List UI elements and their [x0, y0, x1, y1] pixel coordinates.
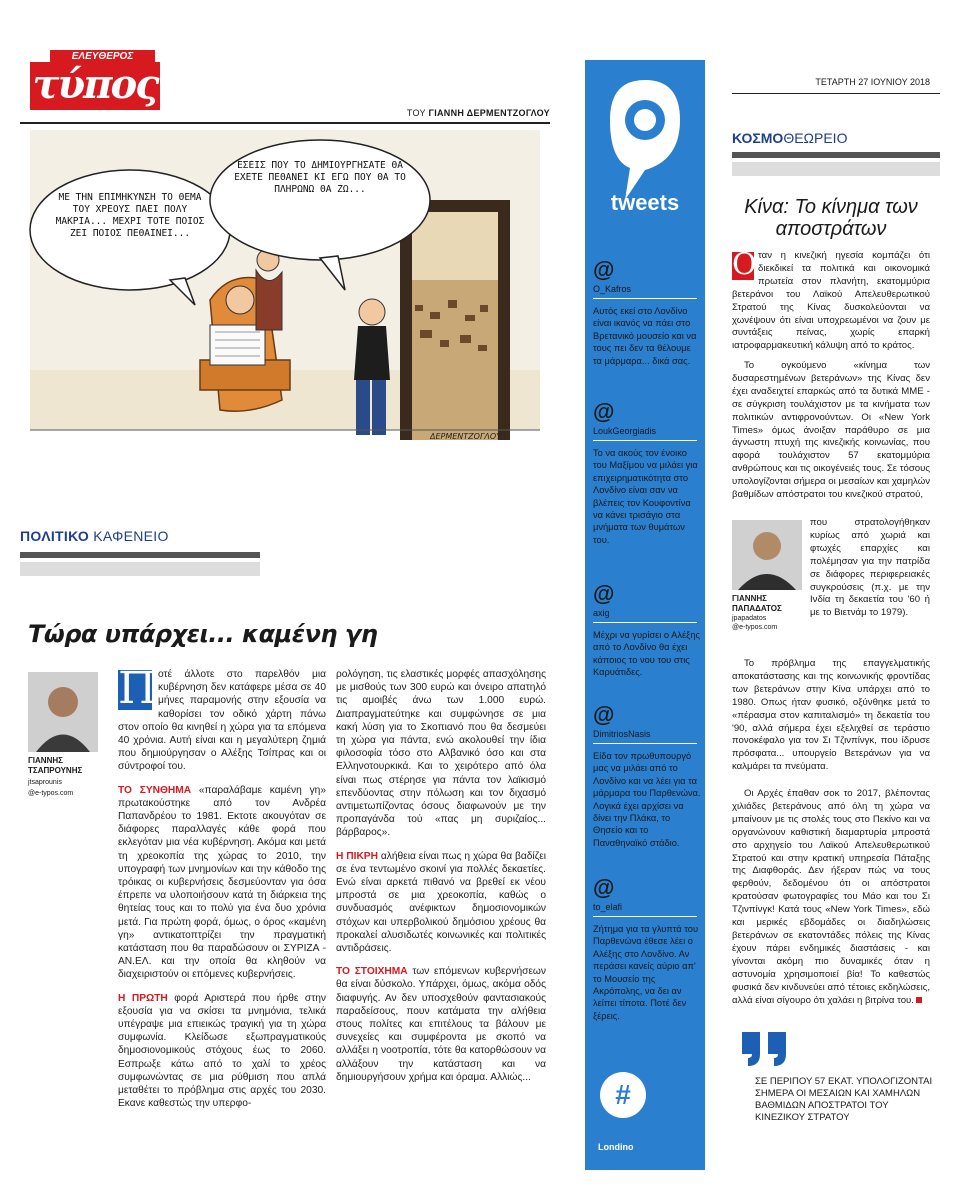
kosmo-paragraph-5-text: Οι Αρχές έπαθαν σοκ το 2017, βλέποντας χιλιάδες βετεράνους από όλη τη χώρα να μπαίνουν με τις στολές τους στο Πεκίνο και να οργανώνουν καθιστική διαμαρτυρία μπροστά στο αρχηγείο του Λαϊκού Απελευθερωτικού Στρατού και στην κρατική υπηρεσία Πάταξης της Διαφθοράς. Δεν ήξεραν πώς να τους φερθούν, δεδομένου ότι οι απόστρατοι κρατούσαν φωτογραφίες του Μάο και του Σι Τζινπίνγκ! Κατά τους «New York Times», εδώ και μερικές εβδομάδες οι διαδηλώσεις βετεράνων σε εκατοντάδες πόλεις της Κίνας έχουν πάρει ενδημικές διαστάσεις - και γίνονται ακόμη πιο δυναμικές όταν η αστυνομία χρησιμοποιεί βία! Το καθεστώς φυσικά δεν κινδυνεύει από τέτοιες εκδηλώσεις, αλλά είναι σίγουρο ότι χαλάει η βιτρίνα του.: [732, 788, 930, 1006]
lead-6: ΤΟ ΣΤΟΙΧΗΜΑ: [336, 966, 408, 978]
author-box-left: [28, 672, 98, 798]
kosmo-dropcap: Ο: [732, 247, 757, 282]
tweets-logo-text: tweets: [610, 190, 680, 215]
paragraph-5-text: αλήθεια είναι πως η χώρα θα βαδίζει σε ένα τεντωμένο σκοινί για πολλές δεκαετίες. Ενώ είναι αρκετά πιθανό να βρεθεί εκ νέου μπροστά σε μια χρεοκοπία, καθώς ο συνδυασμός ανέφικτων δημοσιονομικών στόχων και υπερβολικού δημόσιου χρέους θα προκαλεί αλυσιδωτές κοινωνικές και πολιτικές αντιδράσεις.: [336, 850, 546, 955]
logo-small-text: ΕΛΕΥΘΕΡΟΣ: [50, 50, 155, 64]
cartoon-illustration: [20, 130, 550, 460]
tweet-at-icon: @: [593, 581, 615, 606]
kosmo-paragraph-1: [732, 247, 930, 353]
page-date: ΤΕΤΑΡΤΗ 27 ΙΟΥΝΙΟΥ 2018: [815, 77, 930, 87]
section-label-politiko: [20, 528, 169, 544]
tweet-handle: O_Kafros: [593, 284, 632, 294]
tweet-divider: [593, 440, 697, 441]
tweet-text: Είδα τον πρωθυπουργό μας να μιλάει από το Λονδίνο και να λέει για τα μάρμαρα του Παρθενώνα. Λογικά έχει αρχίσει να δίνει την Πλάκα, το Θησείο και το Παναθηναϊκό στάδιο.: [593, 751, 701, 848]
lead-2: ΤΟ ΣΥΝΘΗΜΑ: [118, 784, 192, 796]
kosmo-author-handle: jpapadatos: [732, 615, 767, 622]
section-label-bold: ΠΟΛΙΤΙΚΟ: [20, 528, 90, 544]
end-square-icon: [916, 997, 922, 1003]
tweet-divider: [593, 743, 697, 744]
logo-big-text: τύπος: [30, 62, 160, 110]
byline-name: ΓΙΑΝΝΗ ΔΕΡΜΕΝΤΖΟΓΛΟΥ: [428, 108, 550, 118]
article-column-2: [336, 668, 546, 1094]
newspaper-logo: [30, 50, 160, 120]
section-label-rest: ΚΑΦΕΝΕΙΟ: [89, 528, 169, 544]
kosmo-author-name: ΓΙΑΝΝΗΣ ΠΑΠΑΔΑΤΟΣ: [732, 594, 782, 613]
kosmo-author-email: @e-typos.com: [732, 624, 778, 631]
paragraph-5: [336, 850, 546, 956]
dropcap: Π: [118, 663, 157, 714]
kosmo-paragraph-4: Το πρόβλημα της επαγγελματικής αποκατάστασης και της κοινωνικής φροντίδας των βετεράνων στην Κίνα υπάρχει από το 1980. Οπως ήταν φυσικό, οξύνθηκε μετά το «πέρασμα στον καπιταλισμό» τη δεκαετία του '90, αλλά σήμερα έχει εξελιχθεί σε τεράστιο πονοκέφαλο για τον Σι Τζινπίνγκ, που ίδρυσε πρόσφατα... υπουργείο Βετεράνων για να καλμάρει τα πνεύματα.: [732, 658, 930, 773]
author-silhouette-icon: [28, 672, 98, 752]
tweet-handle: to_elafi: [593, 902, 623, 912]
byline-prefix: ΤΟΥ: [406, 108, 429, 118]
kosmo-headline: Κίνα: Το κίνημα των αποστράτων: [744, 196, 918, 240]
hashtag-icon: #: [600, 1072, 646, 1118]
kosmo-paragraph-3: που στρατολογήθηκαν κυρίως από χωριά και φτωχές επαρχίες και πολέμησαν για την πατρίδα σε διάφορες περιφερειακές συγκρούσεις (π.χ. με την Ινδία τη δεκαετία του '60 ή με το Βιετνάμ το 1979).: [810, 517, 930, 619]
tweet-at-icon: @: [593, 875, 615, 900]
author-email: @e-typos.com: [28, 790, 74, 797]
kosmo-paragraph-2: Το ογκούμενο «κίνημα των δυσαρεστημένων βετεράνων» της Κίνας δεν έχει αναδειχτεί επαρκώς από τα δυτικά ΜΜΕ - σε σύγκριση τουλάχιστον με τα κινήματα των πολιτικών αντιφρονούντων. Οι «New York Times» όμως άνοιξαν παράθυρο σε μια άγνωστη πτυχή της κινεζικής κοινωνίας, που αφορά τουλάχιστον 57 εκατομμύρια ανθρώπους και τις οικογένειές τους. Σε τόσους υπολογίζονται σήμερα οι μεσαίων και χαμηλών βαθμίδων απόστρατοι του κινεζικού στρατού,: [732, 360, 930, 501]
author-photo: [28, 672, 98, 752]
tweet-divider: [593, 622, 697, 623]
author-handle: jtsaprounis: [28, 779, 62, 786]
paragraph-3-text: φορά Αριστερά που ήρθε στην εξουσία για να σκίσει τα μνημόνια, τελικά υπέγραψε μια επιεικώς τραγική για τη χώρα συμφωνία. Κλείδωσε εξωπραγματικούς δημοσιονομικούς στόχους έως το 2060. Εσπρωξε κάτω από το χαλί το χρέος συμφωνώντας σε μια ρύθμιση που απλά μεταθέτει το πρόβλημα στις αρχές του 2030. Εκανε καθεστώς την υπερφο-: [118, 992, 326, 1110]
cartoon-signature: ΔΕΡΜΕΝΤΖΟΓΛΟΥ: [430, 432, 502, 441]
masthead-rule: [20, 122, 550, 124]
hashtag-label: Londino: [598, 1142, 634, 1152]
author-box-right: [732, 520, 802, 632]
tweet-at-icon: @: [593, 257, 615, 282]
paragraph-1-text: οτέ άλλοτε στο παρελθόν μια κυβέρνηση δεν κατάφερε μέσα σε 40 μήνες παραμονής στην εξουσία να καθορίσει τον οδικό χάρτη πάνω στον οποίο θα κινηθεί η χώρα για τα επόμενα 40 χρόνια. Αυτή είναι και η μεγαλύτερη ζημιά που δημιούργησαν ο Αλέξης Τσίπρας και οι σύντροφοί του.: [118, 669, 326, 773]
lead-3: Η ΠΡΩΤΗ: [118, 992, 168, 1004]
paragraph-1: [118, 663, 326, 774]
tweet-2: [593, 400, 701, 546]
tweet-3: [593, 582, 701, 679]
pull-quote: ΣΕ ΠΕΡΙΠΟΥ 57 ΕΚΑΤ. ΥΠΟΛΟΓΙΖΟΝΤΑΙ ΣΗΜΕΡΑ ΟΙ ΜΕΣΑΙΩΝ ΚΑΙ ΧΑΜΗΛΩΝ ΒΑΘΜΙΔΩΝ ΑΠΟΣΤΡΑΤΟΙ ΤΟΥ ΚΙΝΕΖΙΚΟΥ ΣΤΡΑΤΟΥ: [755, 1076, 933, 1123]
paragraph-3: [118, 992, 326, 1111]
paragraph-6-text: των επόμενων κυβερνήσεων θα είναι δύσκολο. Υπάρχει, όμως, ακόμα οδός διαφυγής. Αν δεν υποσχεθούν φαντασιακούς παραδείσους, πουν κατάματα την αλήθεια στους πολίτες και επιτέλους τα βάλουν με συνεχείες και συμφέροντα με σκοπό να αλλάξει η νοοτροπία, τότε θα κατορθώσουν να αλλάξουν την κατάσταση και να δημιουργήσουν χρήμα και όραμα. Αλλιώς...: [336, 966, 546, 1083]
kosmo-bar: [732, 152, 940, 158]
kosmo-label-rest: ΘΕΩΡΕΙΟ: [783, 130, 848, 146]
tweet-5: [593, 876, 701, 1022]
tweet-handle: DimitriosNasis: [593, 729, 651, 739]
paragraph-2: [118, 784, 326, 982]
paragraph-4: ρολόγηση, τις ελαστικές μορφές απασχόλησης με μισθούς των 300 ευρώ και όνειρο απατηλό τις αμοιβές άνω των 1.000 ευρώ. Διαπραγματεύτηκε και συμφώνησε σε μια κακή λύση για το Σκοπιανό που θα δεσμεύει τη χώρα για πάντα, ενώ ακολουθεί την ίδια φιλοσοφία τόσο στο Αλβανικό όσο και στα Ελληνοτουρκικά. Και το χειρότερο από όλα είναι πως στέρησε για πάντα τον λαϊκισμό επενδύοντας στην πόλωση και τον διχασμό αντιμετωπίζοντας όσους διαφωνούν με την προπαγάνδα τού «πας μη συριζαίος... βάρβαρος».: [336, 669, 546, 839]
section-bar: [20, 552, 260, 558]
tweet-text: Ζήτημα για τα γλυπτά του Παρθενώνα έθεσε λέει ο Αλέξης στο Λονδίνο. Αν περάσει κανείς αύριο απ' το Μουσείο της Ακρόπολης, να δει αν λείπει τίποτα. Ποτέ δεν ξέρεις.: [593, 924, 699, 1021]
kosmo-paragraph-5: [732, 788, 930, 1007]
tweet-handle: LoukGeorgiadis: [593, 426, 657, 436]
kosmo-paragraph-1-text: ταν η κινεζική ηγεσία κομπάζει ότι διεκδικεί τα πολιτικά και οικονομικά πρωτεία στον πλανήτη, εκατομμύρια βετεράνοι του Λαϊκού Απελευθερωτικού Στρατού της Κίνας δυσκολεύονται να χωνέψουν ότι είναι υποχρεωμένοι να ζουν με συντάξεις πείνας, χωρίς επαρκή ιατροφαρμακευτική κάλυψη από το κράτος.: [732, 250, 930, 352]
kosmo-bar-light: [732, 162, 940, 176]
paragraph-2-text: «παραλάβαμε καμένη γη» πρωτακούστηκε από τον Ανδρέα Παπανδρέου το 1981. Εκτοτε ακουγόταν σε διάφορες παραλλαγές κάθε φορά που εκλεγόταν μια νέα κυβέρνηση. Ακόμα και μετά τη χρεοκοπία της χώρας το 2010, την υπογραφή των μνημονίων και την κάθοδο της τρόικας οι κυβερνήσεις δεσμεύονταν για όσα έπρεπε να υλοποιήσουν κατά τη διάρκεια της θητείας τους και το πολύ για ένα δυο χρόνια μετά. Για πρώτη φορά, όμως, ο όρος «καμένη γη» αντικατοπτρίζει την πραγματική κατάσταση που θα παραδώσουν οι ΣΥΡΙΖΑ - ΑΝ.ΕΛ. και την οποία θα κληθούν να διαχειριστούν οι επόμενες κυβερνήσεις.: [118, 784, 326, 981]
kosmo-label-bold: ΚΟΣΜΟ: [732, 130, 784, 146]
cartoon-bubble-right: ΕΣΕΙΣ ΠΟΥ ΤΟ ΔΗΜΙΟΥΡΓΗΣΑΤΕ ΘΑ ΕΧΕΤΕ ΠΕΘΑΝΕΙ ΚΙ ΕΓΩ ΠΟΥ ΘΑ ΤΟ ΠΛΗΡΩΝΩ ΘΑ ΖΩ...: [234, 160, 406, 195]
paragraph-6: [336, 965, 546, 1084]
tweet-4: [593, 703, 701, 849]
author-name: ΓΙΑΝΝΗΣ ΤΣΑΠΡΟΥΝΗΣ: [28, 756, 83, 775]
cartoon-bubble-left: ΜΕ ΤΗΝ ΕΠΙΜΗΚΥΝΣΗ ΤΟ ΘΕΜΑ ΤΟΥ ΧΡΕΟΥΣ ΠΑΕΙ ΠΟΛΥ ΜΑΚΡΙΑ... ΜΕΧΡΙ ΤΟΤΕ ΠΟΙΟΣ ΖΕΙ ΠΟΙΟΣ ΠΕΘΑΙΝΕΙ...: [55, 192, 205, 239]
tweet-at-icon: @: [593, 399, 615, 424]
tweet-text: Μέχρι να γυρίσει ο Αλέξης από το Λονδίνο θα έχει κάποιος το νου του στις Καρυάτιδες.: [593, 630, 700, 678]
article-column-1: [118, 663, 326, 1121]
lead-5: Η ΠΙΚΡΗ: [336, 850, 378, 862]
tweet-at-icon: @: [593, 702, 615, 727]
cartoon-byline: [300, 108, 550, 118]
tweets-logo-icon: [585, 60, 705, 260]
tweet-text: Αυτός εκεί στο Λονδίνο είναι ικανός να πάει στο Βρετανικό μουσείο και να τους πει δεν τα θέλουμε τα μάρμαρα... δικά σας.: [593, 306, 697, 366]
article-headline: Τώρα υπάρχει... καμένη γη: [28, 620, 378, 648]
kosmo-author-silhouette-icon: [732, 520, 802, 590]
tweet-1: [593, 258, 701, 367]
tweet-text: Το να ακούς τον ένοικο του Μαξίμου να μιλάει για επιχειρηματικότητα στο Λονδίνο είναι σαν να βλέπεις τον Κουφοντίνα να κάνει τρισάγιο στα μνήματα των θυμάτων του.: [593, 448, 698, 545]
quote-icon: [738, 1028, 794, 1068]
tweet-divider: [593, 298, 697, 299]
tweet-divider: [593, 916, 697, 917]
date-rule: [732, 93, 940, 94]
tweet-handle: axig: [593, 608, 610, 618]
kosmo-author-photo: [732, 520, 802, 590]
section-label-kosmo: [732, 130, 847, 146]
section-bar-light: [20, 562, 260, 576]
